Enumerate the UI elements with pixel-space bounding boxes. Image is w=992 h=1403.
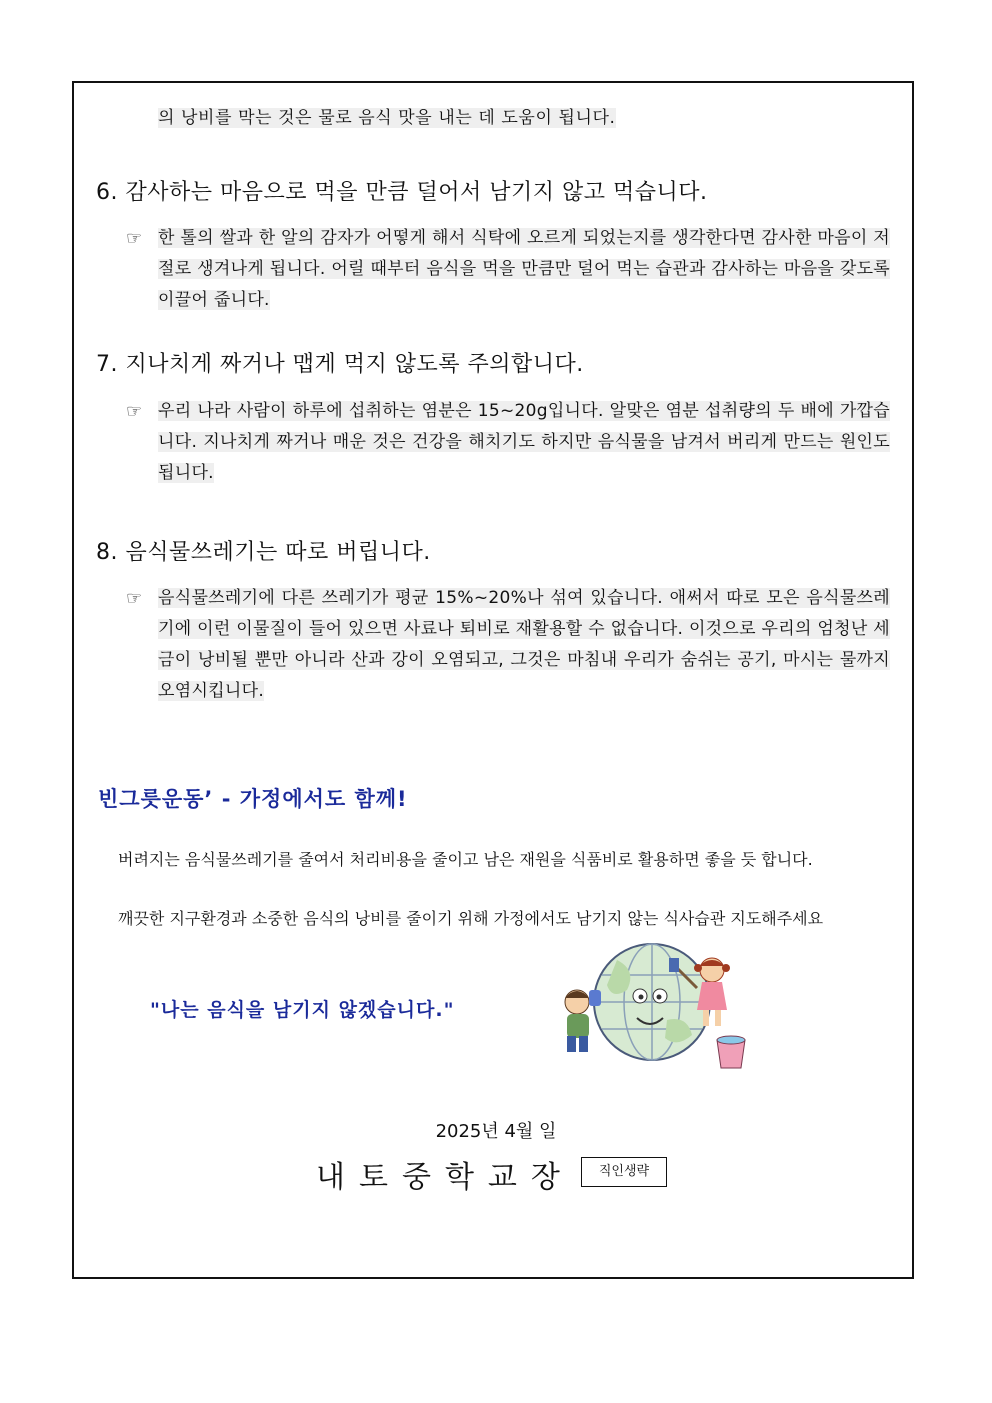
- signer-name: 내토중학교장: [316, 1160, 574, 1195]
- section-item-7: [126, 396, 890, 489]
- issue-date: 2025년 4월 일: [435, 1121, 557, 1142]
- slogan: "나는 음식을 남기지 않겠습니다.": [150, 999, 455, 1021]
- continuation-line: [158, 103, 616, 128]
- section-item-8: [126, 583, 890, 707]
- children-cleaning-globe-illustration: [557, 940, 757, 1075]
- section-body-6: 한 톨의 쌀과 한 알의 감자가 어떻게 해서 식탁에 오르게 되었는지를 생각한다면 감사한 마음이 저절로 생겨나게 됩니다. 어릴 때부터 음식을 먹을 만큼만 덜어 먹는 습관과 감사하는 마음을 갖도록 이끌어 줍니다.: [158, 228, 891, 310]
- section-heading-8: 8. 음식물쓰레기는 따로 버립니다.: [96, 540, 431, 565]
- section-body-8: 음식물쓰레기에 다른 쓰레기가 평균 15%~20%나 섞여 있습니다. 애써서 따로 모은 음식물쓰레기에 이런 이물질이 들어 있으면 사료나 퇴비로 재활용할 수 없습니다. 이것으로 우리의 엄청난 세금이 낭비될 뿐만 아니라 산과 강이 오염되고, 그것은 마침내 우리가 숨쉬는 공기, 마시는 물까지 오염시킵니다.: [158, 588, 891, 701]
- section-body-7: 우리 나라 사람이 하루에 섭취하는 염분은 15~20g입니다. 알맞은 염분 섭취량의 두 배에 가깝습니다. 지나치게 짜거나 매운 것은 건강을 해치기도 하지만 음식물을 남겨서 버리게 만드는 원인도 됩니다.: [158, 401, 890, 483]
- campaign-paragraph-2: 깨끗한 지구환경과 소중한 음식의 낭비를 줄이기 위해 가정에서도 남기지 않는 식사습관 지도해주세요: [118, 909, 824, 928]
- pointing-hand-icon: ☞: [126, 401, 143, 422]
- section-item-6: [126, 223, 890, 316]
- campaign-title: 빈그릇운동’ - 가정에서도 함께!: [98, 787, 408, 811]
- pointing-hand-icon: ☞: [126, 588, 143, 609]
- continuation-text: 의 낭비를 막는 것은 물로 음식 맛을 내는 데 도움이 됩니다.: [158, 108, 616, 128]
- section-heading-6: 6. 감사하는 마음으로 먹을 만큼 덜어서 남기지 않고 먹습니다.: [96, 180, 708, 205]
- campaign-paragraph-1: 버려지는 음식물쓰레기를 줄여서 처리비용을 줄이고 남은 재원을 식품비로 활용하면 좋을 듯 합니다.: [118, 850, 813, 869]
- section-heading-7: 7. 지나치게 짜거나 맵게 먹지 않도록 주의합니다.: [96, 352, 584, 377]
- pointing-hand-icon: ☞: [126, 228, 143, 249]
- seal-box: 직인생략: [581, 1157, 667, 1187]
